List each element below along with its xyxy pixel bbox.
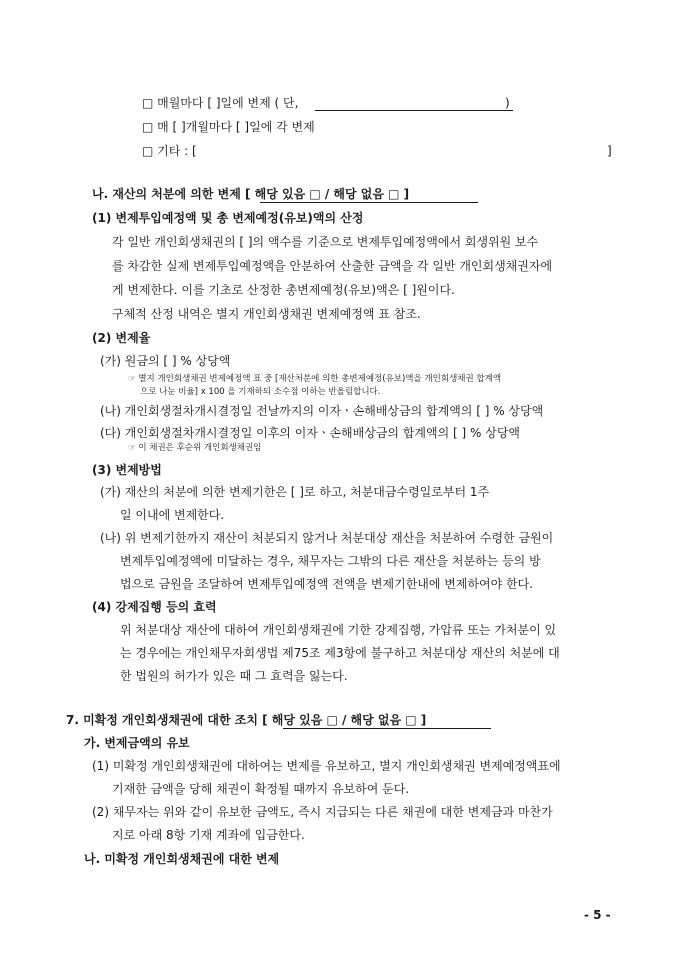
- s2-note-line2: 으로 나눈 비율] x 100 을 기재하되 소수점 이하는 반올림합니다.: [140, 387, 381, 397]
- sec7-ga-title: 가. 변제금액의 유보: [84, 736, 190, 750]
- s1-title: (1) 변제투입예정액 및 총 변제예정(유보)액의 산정: [92, 211, 364, 225]
- sec7-p1-line1: (1) 미확정 개인회생채권에 대하여는 변제를 유보하고, 별지 개인회생채권 변제예정액표에: [92, 759, 561, 773]
- s2-principal-rate: (가) 원금의 [ ] % 상당액: [100, 354, 231, 368]
- s1-para-line4: 구체적 산정 내역은 별지 개인회생채권 변제예정액 표 참조.: [112, 307, 421, 321]
- s4-para-line3: 한 법원의 허가가 있은 때 그 효력을 잃는다.: [120, 669, 348, 683]
- sec7-p2-line1: (2) 채무자는 위와 같이 유보한 금액도, 즉시 지급되는 다른 채권에 대한 변제금과 마찬가: [92, 805, 553, 819]
- section-7-heading: 7. 미확정 개인회생채권에 대한 조치 [ 해당 있음 □ / 해당 없음 □ ]: [66, 713, 427, 727]
- s2-interest-before: (나) 개인회생절차개시결정일 전날까지의 이자ㆍ손해배상금의 합계액의 [ ] % 상당액: [100, 404, 544, 418]
- sec7-p1-line2: 기재한 금액을 당해 채권이 확정될 때까지 유보하여 둔다.: [112, 782, 410, 796]
- section-na-heading: 나. 재산의 처분에 의한 변제 [ 해당 있음 □ / 해당 없음 □ ]: [92, 187, 410, 201]
- monthly-blank-underline: [315, 110, 513, 111]
- s2-note-line1: ☞ 별지 개인회생채권 변제예정액 표 중 [재산처분에 의한 총변제예정(유보)액을 개인회생채권 합계액: [128, 374, 502, 384]
- s2-note-subordinate: ☞ 이 채권은 후순위 개인회생채권임: [128, 443, 262, 453]
- s2-interest-after: (다) 개인회생절차개시결정일 이후의 이자ㆍ손해배상금의 합계액의 [ ] % 상당액: [100, 426, 520, 440]
- option-other-close: ]: [607, 144, 612, 158]
- option-every-n-months: □ 매 [ ]개월마다 [ ]일에 각 변제: [142, 120, 315, 134]
- page-number: - 5 -: [584, 908, 611, 922]
- s4-title: (4) 강제집행 등의 효력: [92, 600, 217, 614]
- option-monthly-close: ): [505, 96, 510, 110]
- s3-title: (3) 변제방법: [92, 463, 162, 477]
- section-na-heading-underline: [260, 202, 478, 203]
- sec7-na-title: 나. 미확정 개인회생채권에 대한 변제: [84, 852, 280, 866]
- s4-para-line2: 는 경우에는 개인채무자회생법 제75조 제3항에 불구하고 처분대상 재산의 처분에 대: [120, 646, 560, 660]
- s1-para-line2: 를 차감한 실제 변제투입예정액을 안분하여 산출한 금액을 각 일반 개인회생채권자에: [112, 259, 553, 273]
- option-monthly: □ 매월마다 [ ]일에 변제 ( 단,: [142, 96, 299, 110]
- s3-ga-line2: 일 이내에 변제한다.: [120, 508, 225, 522]
- s3-na-line1: (나) 위 변제기한까지 재산이 처분되지 않거나 처분대상 재산을 처분하여 수령한 금원이: [100, 531, 554, 545]
- s3-ga-line1: (가) 재산의 처분에 의한 변제기한은 [ ]로 하고, 처분대금수령일로부터 1주: [100, 485, 490, 499]
- s1-para-line1: 각 일반 개인회생채권의 [ ]의 액수를 기준으로 변제투입예정액에서 회생위원 보수: [112, 235, 539, 249]
- s1-para-line3: 게 변제한다. 이를 기초로 산정한 총변제예정(유보)액은 [ ]원이다.: [112, 283, 455, 297]
- sec7-p2-line2: 지로 아래 8항 기재 계좌에 입금한다.: [112, 828, 305, 842]
- section-7-heading-underline: [283, 728, 491, 729]
- s4-para-line1: 위 처분대상 재산에 대하여 개인회생채권에 기한 강제집행, 가압류 또는 가처분이 있: [120, 623, 557, 637]
- s3-na-line2: 변제투입예정액에 미달하는 경우, 채무자는 그밖의 다른 재산을 처분하는 등의 방: [120, 554, 541, 568]
- s3-na-line3: 법으로 금원을 조달하여 변제투입예정액 전액을 변제기한내에 변제하여야 한다.: [120, 577, 534, 591]
- s2-title: (2) 변제율: [92, 331, 151, 345]
- option-other: □ 기타 : [: [142, 144, 197, 158]
